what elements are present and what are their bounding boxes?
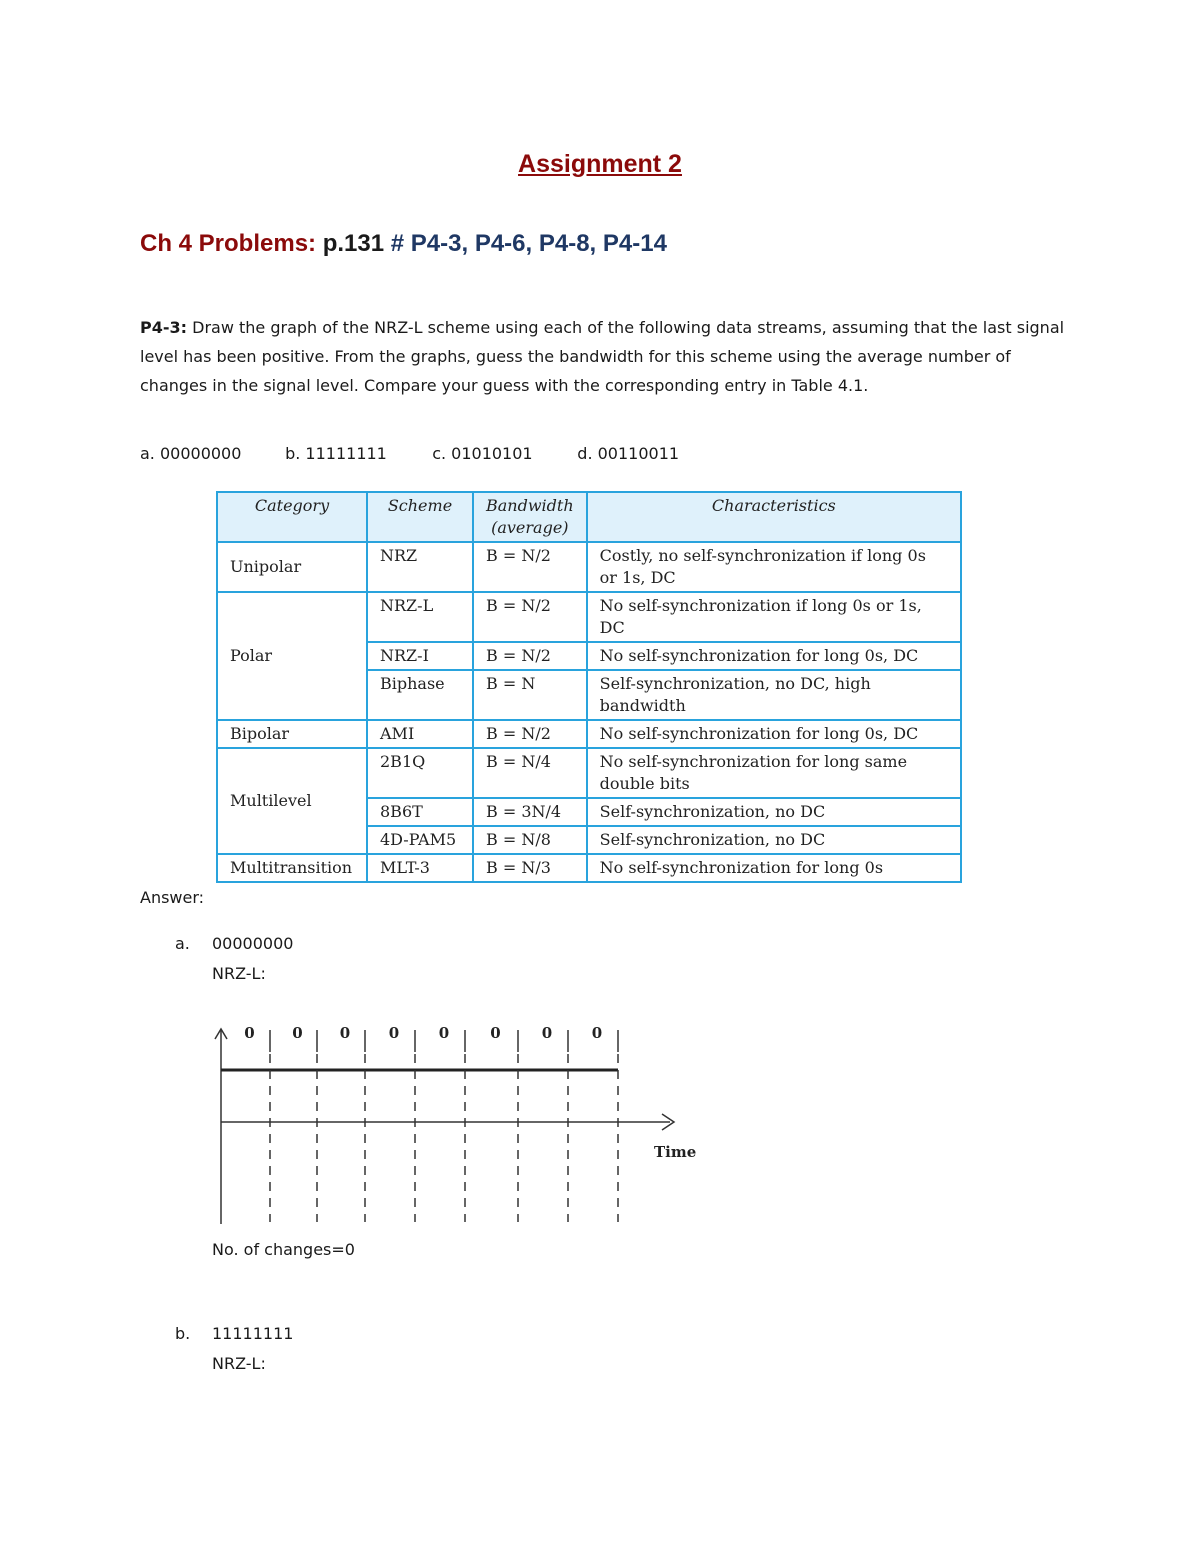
table-header-row bbox=[217, 492, 961, 542]
category-cell: Multitransition bbox=[217, 854, 367, 882]
scheme-cell: AMI bbox=[367, 720, 473, 748]
time-axis-label: Time bbox=[654, 1143, 697, 1161]
bandwidth-cell: B = N bbox=[473, 670, 587, 720]
bit-label: 0 bbox=[388, 1024, 400, 1042]
chapter-label: Ch 4 Problems: bbox=[140, 230, 317, 257]
category-cell: Unipolar bbox=[217, 542, 367, 592]
problem-statement bbox=[140, 313, 1070, 400]
characteristics-cell: No self-synchronization if long 0s or 1s, DC bbox=[587, 592, 961, 642]
scheme-cell: NRZ-L bbox=[367, 592, 473, 642]
bandwidth-cell: B = N/2 bbox=[473, 542, 587, 592]
table-row bbox=[217, 748, 961, 798]
header-bandwidth: Bandwidth (average) bbox=[473, 492, 587, 542]
category-cell: Bipolar bbox=[217, 720, 367, 748]
answer-b-scheme: NRZ-L: bbox=[212, 1354, 266, 1373]
answer-a-scheme: NRZ-L: bbox=[212, 964, 266, 983]
scheme-cell: NRZ bbox=[367, 542, 473, 592]
chapter-problems: # P4-3, P4-6, P4-8, P4-14 bbox=[390, 230, 667, 257]
scheme-cell: MLT-3 bbox=[367, 854, 473, 882]
bandwidth-cell: B = 3N/4 bbox=[473, 798, 587, 826]
bandwidth-cell: B = N/2 bbox=[473, 642, 587, 670]
header-scheme: Scheme bbox=[367, 492, 473, 542]
characteristics-cell: Costly, no self-synchronization if long 0s or 1s, DC bbox=[587, 542, 961, 592]
characteristics-cell: Self-synchronization, no DC bbox=[587, 826, 961, 854]
bandwidth-cell: B = N/8 bbox=[473, 826, 587, 854]
bandwidth-cell: B = N/4 bbox=[473, 748, 587, 798]
stream-b: b. 11111111 bbox=[285, 444, 387, 463]
stream-d: d. 00110011 bbox=[577, 444, 680, 463]
data-streams bbox=[140, 444, 679, 463]
characteristics-cell: No self-synchronization for long same double bits bbox=[587, 748, 961, 798]
bit-label: 0 bbox=[292, 1024, 303, 1042]
answer-b-label: b. bbox=[175, 1324, 191, 1343]
header-category: Category bbox=[217, 492, 367, 542]
scheme-cell: NRZ-I bbox=[367, 642, 473, 670]
bandwidth-cell: B = N/3 bbox=[473, 854, 587, 882]
category-cell: Polar bbox=[217, 592, 367, 720]
stream-a: a. 00000000 bbox=[140, 444, 242, 463]
problem-id: P4-3: bbox=[140, 318, 188, 337]
characteristics-cell: Self-synchronization, no DC bbox=[587, 798, 961, 826]
encoding-table bbox=[216, 491, 962, 883]
characteristics-cell: No self-synchronization for long 0s, DC bbox=[587, 720, 961, 748]
table-row bbox=[217, 720, 961, 748]
scheme-cell: 2B1Q bbox=[367, 748, 473, 798]
bandwidth-cell: B = N/2 bbox=[473, 720, 587, 748]
bit-label: 0 bbox=[339, 1024, 351, 1042]
answer-a-stream: 00000000 bbox=[212, 934, 294, 953]
scheme-cell: Biphase bbox=[367, 670, 473, 720]
bit-label: 0 bbox=[591, 1024, 603, 1042]
header-characteristics: Characteristics bbox=[587, 492, 961, 542]
bit-label: 0 bbox=[541, 1024, 553, 1042]
chapter-page: p.131 bbox=[322, 230, 385, 257]
bit-labels bbox=[244, 1024, 602, 1042]
nrz-l-signal-diagram bbox=[200, 1012, 720, 1227]
answer-label: Answer: bbox=[140, 888, 205, 907]
table-row bbox=[217, 542, 961, 592]
answer-a-label: a. bbox=[175, 934, 190, 953]
bandwidth-cell: B = N/2 bbox=[473, 592, 587, 642]
scheme-cell: 8B6T bbox=[367, 798, 473, 826]
table-row bbox=[217, 592, 961, 642]
scheme-cell: 4D-PAM5 bbox=[367, 826, 473, 854]
answer-a-changes: No. of changes=0 bbox=[212, 1240, 355, 1259]
page-title: Assignment 2 bbox=[518, 150, 682, 178]
bit-boundaries bbox=[270, 1030, 618, 1222]
category-cell: Multilevel bbox=[217, 748, 367, 854]
table-row bbox=[217, 854, 961, 882]
characteristics-cell: No self-synchronization for long 0s bbox=[587, 854, 961, 882]
characteristics-cell: No self-synchronization for long 0s, DC bbox=[587, 642, 961, 670]
bit-label: 0 bbox=[490, 1024, 501, 1042]
chapter-heading bbox=[140, 230, 667, 258]
problem-text: Draw the graph of the NRZ-L scheme using each of the following data streams, assuming that the last signal level has been positive. From the graphs, guess the bandwidth for this scheme using the average number of changes in the signal level. Compare your guess with the corresponding entry in Table 4.1. bbox=[140, 318, 1065, 395]
characteristics-cell: Self-synchronization, no DC, high bandwidth bbox=[587, 670, 961, 720]
bit-label: 0 bbox=[244, 1024, 255, 1042]
stream-c: c. 01010101 bbox=[432, 444, 533, 463]
bit-label: 0 bbox=[438, 1024, 450, 1042]
answer-b-stream: 11111111 bbox=[212, 1324, 294, 1343]
